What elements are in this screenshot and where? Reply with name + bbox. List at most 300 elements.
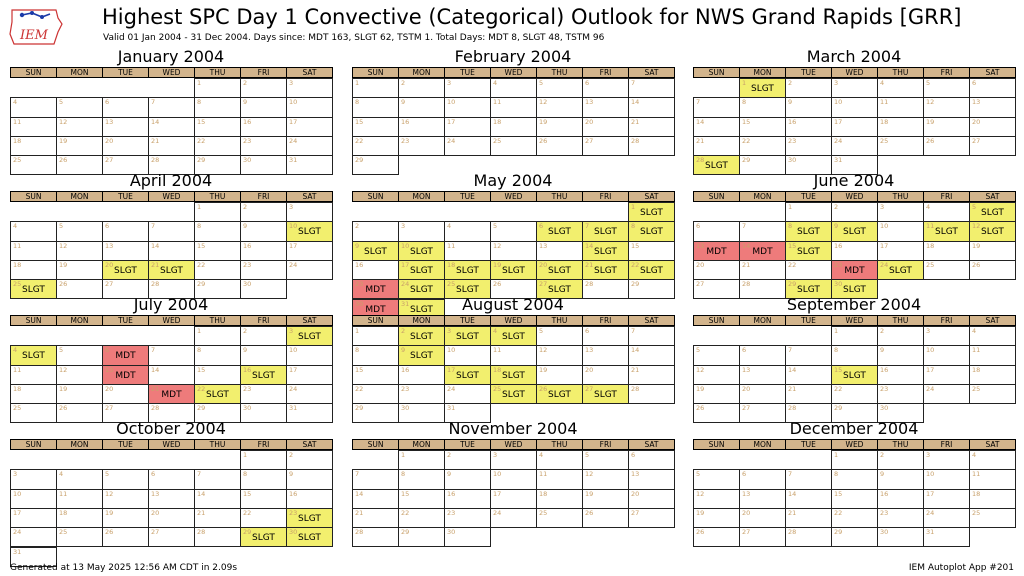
day-number: 7 [197,470,202,479]
day-cell [536,345,583,365]
day-number: 31 [401,299,410,308]
day-cell [877,345,924,365]
day-cell [444,469,491,489]
day-cell [102,527,149,547]
day-cell [444,221,491,241]
day-cell [444,508,491,528]
day-cell [194,241,241,261]
day-number: 14 [696,117,705,126]
day-cell [56,489,103,509]
day-number: 6 [151,470,156,479]
day-cell [582,260,629,280]
weekday-header: WED [148,67,195,78]
day-cell [923,326,970,346]
weekday-header: SUN [693,439,740,450]
day-cell [628,117,675,137]
day-number: 27 [742,404,751,413]
day-cell [536,326,583,346]
month-title: February 2004 [454,47,572,66]
weekday-header: WED [831,191,878,202]
day-number: 23 [243,136,252,145]
weekday-header: SAT [969,67,1016,78]
day-cell [148,241,195,261]
day-number: 9 [243,222,248,231]
day-number: 20 [105,136,114,145]
day-cell [352,469,399,489]
day-number: 27 [539,280,548,289]
day-cell [536,260,583,280]
day-number: 10 [13,489,22,498]
weekday-header: MON [398,439,445,450]
day-cell [923,136,970,156]
weekday-header: TUE [444,191,491,202]
day-cell [831,260,878,280]
day-number: 8 [788,222,793,231]
day-number: 16 [243,117,252,126]
day-number: 30 [401,404,410,413]
day-number: 12 [105,489,114,498]
day-number: 25 [880,136,889,145]
day-number: 24 [289,384,298,393]
day-number: 21 [151,384,160,393]
day-number: 28 [151,404,160,413]
weekday-header: TUE [785,191,832,202]
day-cell [398,527,445,547]
day-cell [490,117,537,137]
month-title: May 2004 [473,171,553,190]
day-number: 16 [355,260,364,269]
day-number: 5 [539,79,544,87]
day-cell [398,489,445,509]
day-number: 25 [493,384,502,393]
weekday-header: THU [536,315,583,326]
weekday-header: THU [877,315,924,326]
outlook-label: SLGT [456,265,479,276]
weekday-header: TUE [444,67,491,78]
day-number: 24 [493,508,502,517]
weekday-header: THU [877,191,924,202]
day-cell [785,117,832,137]
day-cell [10,527,57,547]
day-number: 29 [197,280,206,289]
day-number: 11 [447,241,456,250]
day-number: 25 [926,260,935,269]
day-number: 14 [631,346,640,355]
weekday-header: TUE [785,315,832,326]
day-cell [923,117,970,137]
day-cell [969,241,1016,261]
day-cell [398,345,445,365]
day-number: 18 [493,117,502,126]
day-number: 17 [926,489,935,498]
day-cell [194,469,241,489]
month-title: September 2004 [786,295,922,314]
day-number: 15 [197,117,206,126]
day-number: 18 [972,365,981,374]
day-cell [923,384,970,404]
day-cell [877,97,924,117]
day-number: 12 [539,346,548,355]
weekday-header: FRI [923,67,970,78]
day-cell [969,97,1016,117]
outlook-label: SLGT [410,351,433,362]
day-cell [398,241,445,261]
outlook-label: SLGT [410,304,433,315]
day-number: 31 [13,547,22,556]
month-title: July 2004 [133,295,209,314]
day-cell [286,221,333,241]
day-cell [398,136,445,156]
outlook-label: SLGT [22,351,45,362]
day-cell [56,527,103,547]
day-number: 16 [834,241,843,250]
day-number: 23 [788,136,797,145]
day-number: 18 [880,117,889,126]
day-cell [877,260,924,280]
day-number: 2 [447,451,452,459]
day-cell [148,365,195,385]
day-number: 9 [289,470,294,479]
day-number: 7 [151,98,156,107]
day-number: 22 [355,384,364,393]
day-number: 8 [742,98,747,107]
day-cell [628,202,675,222]
day-number: 3 [880,203,885,211]
day-cell [739,221,786,241]
day-number: 28 [788,404,797,413]
day-number: 24 [834,136,843,145]
day-number: 2 [880,451,885,459]
day-cell [398,508,445,528]
day-number: 9 [243,98,248,107]
day-number: 19 [972,241,981,250]
weekday-header: SAT [286,315,333,326]
weekday-header: THU [194,191,241,202]
day-cell [785,527,832,547]
day-number: 2 [355,222,360,231]
day-cell [148,260,195,280]
day-cell [102,260,149,280]
weekday-header: TUE [444,439,491,450]
day-number: 16 [401,117,410,126]
day-number: 14 [355,489,364,498]
weekday-header: SAT [969,439,1016,450]
day-number: 10 [289,222,298,231]
day-number: 14 [151,365,160,374]
day-cell [536,136,583,156]
day-cell [969,136,1016,156]
day-number: 26 [59,156,68,165]
weekday-header: SUN [693,315,740,326]
weekday-header: WED [490,191,537,202]
day-cell [582,78,629,98]
day-cell [536,508,583,528]
day-number: 2 [243,79,248,87]
month-title: August 2004 [462,295,564,314]
day-number: 17 [289,365,298,374]
day-number: 15 [243,489,252,498]
day-cell [240,260,287,280]
day-cell [56,136,103,156]
weekday-header: FRI [923,315,970,326]
day-number: 23 [447,508,456,517]
day-number: 10 [926,346,935,355]
day-cell [923,202,970,222]
outlook-label: SLGT [298,513,321,524]
day-number: 5 [696,346,701,355]
day-cell [739,489,786,509]
day-cell [10,136,57,156]
day-cell [286,136,333,156]
day-cell [102,221,149,241]
day-cell [582,221,629,241]
day-number: 29 [197,156,206,165]
outlook-label: SLGT [456,332,479,342]
day-number: 20 [105,260,114,269]
outlook-label: SLGT [456,285,479,296]
day-number: 10 [880,222,889,231]
day-cell [785,365,832,385]
outlook-label: MDT [844,265,865,276]
day-cell [969,450,1016,470]
day-cell [877,450,924,470]
day-number: 16 [880,489,889,498]
weekday-header: SAT [286,67,333,78]
day-cell [693,221,740,241]
day-cell [785,384,832,404]
day-cell [831,241,878,261]
weekday-header: FRI [240,439,287,450]
day-cell [240,117,287,137]
day-number: 17 [926,365,935,374]
month-title: January 2004 [117,47,225,66]
day-cell [582,117,629,137]
day-number: 11 [13,365,22,374]
day-cell [739,384,786,404]
day-cell [582,365,629,385]
day-number: 7 [631,79,636,87]
weekday-header: MON [56,439,103,450]
day-cell [240,221,287,241]
day-number: 19 [105,508,114,517]
chart-title: Highest SPC Day 1 Convective (Categorical) Outlook for NWS Grand Rapids [GRR] [102,5,962,29]
day-number: 31 [447,404,456,413]
day-number: 10 [401,241,410,250]
day-cell [444,326,491,346]
day-cell [286,489,333,509]
day-number: 10 [289,98,298,107]
day-cell [785,136,832,156]
day-number: 9 [880,346,885,355]
day-number: 13 [585,98,594,107]
day-cell [194,136,241,156]
day-number: 26 [696,528,705,537]
day-number: 24 [13,528,22,537]
day-number: 2 [243,203,248,211]
day-cell [877,221,924,241]
day-cell [536,221,583,241]
day-number: 20 [585,117,594,126]
weekday-header: FRI [582,67,629,78]
day-number: 20 [151,508,160,517]
weekday-header: MON [739,439,786,450]
day-cell [536,241,583,261]
day-number: 10 [493,470,502,479]
day-number: 30 [243,156,252,165]
day-cell [398,117,445,137]
day-cell [628,326,675,346]
weekday-header: WED [490,439,537,450]
day-number: 18 [13,260,22,269]
weekday-header: THU [194,439,241,450]
day-cell [877,527,924,547]
day-number: 29 [834,404,843,413]
day-cell [923,78,970,98]
day-cell [490,384,537,404]
day-cell [877,384,924,404]
day-number: 28 [788,528,797,537]
day-cell [148,489,195,509]
day-cell [831,97,878,117]
day-number: 2 [401,327,406,335]
day-cell [628,241,675,261]
day-cell [352,117,399,137]
day-number: 30 [880,404,889,413]
day-number: 13 [742,365,751,374]
day-cell [490,136,537,156]
day-number: 19 [539,365,548,374]
day-number: 28 [151,280,160,289]
day-number: 26 [539,136,548,145]
day-cell [923,489,970,509]
day-number: 17 [289,117,298,126]
day-number: 30 [788,156,797,165]
day-number: 28 [696,156,705,165]
day-number: 12 [539,98,548,107]
day-cell [785,221,832,241]
day-cell [148,345,195,365]
day-cell [444,117,491,137]
day-number: 1 [355,327,360,335]
day-number: 11 [59,489,68,498]
day-cell [831,527,878,547]
day-number: 17 [13,508,22,517]
weekday-header: TUE [785,439,832,450]
weekday-header: TUE [444,315,491,326]
day-number: 2 [880,327,885,335]
day-number: 14 [631,98,640,107]
day-cell [969,508,1016,528]
day-cell [148,221,195,241]
day-cell [10,489,57,509]
weekday-header: THU [536,439,583,450]
day-number: 19 [59,384,68,393]
day-cell [582,136,629,156]
day-number: 10 [447,346,456,355]
day-number: 17 [447,365,456,374]
day-number: 24 [401,280,410,289]
day-cell [286,117,333,137]
day-cell [102,508,149,528]
day-number: 1 [243,451,248,459]
outlook-label: SLGT [548,227,571,238]
day-number: 10 [289,346,298,355]
day-cell [194,527,241,547]
day-number: 30 [447,528,456,537]
day-number: 10 [834,98,843,107]
day-cell [56,469,103,489]
day-number: 14 [151,241,160,250]
weekday-header: SAT [969,191,1016,202]
weekday-header: SUN [10,191,57,202]
day-cell [739,527,786,547]
day-number: 21 [788,508,797,517]
day-cell [352,97,399,117]
day-number: 23 [401,136,410,145]
day-cell [877,202,924,222]
day-number: 7 [742,222,747,231]
day-cell [352,78,399,98]
outlook-label: SLGT [705,161,728,172]
day-number: 4 [972,451,977,459]
day-cell [582,450,629,470]
day-cell [490,260,537,280]
day-cell [240,489,287,509]
day-cell [240,345,287,365]
outlook-label: SLGT [502,389,525,400]
day-cell [286,241,333,261]
day-cell [444,136,491,156]
day-cell [194,508,241,528]
outlook-label: SLGT [889,265,912,276]
weekday-header: SUN [693,67,740,78]
day-cell [240,202,287,222]
day-number: 24 [926,508,935,517]
day-cell [693,489,740,509]
day-number: 23 [289,508,298,517]
day-number: 12 [59,241,68,250]
day-cell [398,78,445,98]
day-number: 3 [926,451,931,459]
weekday-header: THU [877,439,924,450]
day-number: 18 [59,508,68,517]
day-number: 15 [355,365,364,374]
day-cell [536,78,583,98]
day-cell [194,326,241,346]
day-cell [444,78,491,98]
svg-text:IEM: IEM [20,28,48,43]
day-number: 4 [13,222,18,231]
day-cell [352,326,399,346]
day-number: 18 [539,489,548,498]
day-cell [10,508,57,528]
day-number: 12 [493,241,502,250]
day-number: 8 [401,470,406,479]
day-cell [536,97,583,117]
day-number: 21 [631,365,640,374]
day-number: 18 [13,136,22,145]
day-number: 13 [742,489,751,498]
weekday-header: SUN [352,191,399,202]
weekday-header: MON [56,191,103,202]
outlook-label: MDT [365,285,386,296]
day-number: 3 [493,451,498,459]
day-number: 23 [355,280,364,289]
day-number: 4 [493,327,498,335]
outlook-label: SLGT [410,285,433,296]
day-number: 1 [834,327,839,335]
outlook-label: SLGT [594,227,617,238]
